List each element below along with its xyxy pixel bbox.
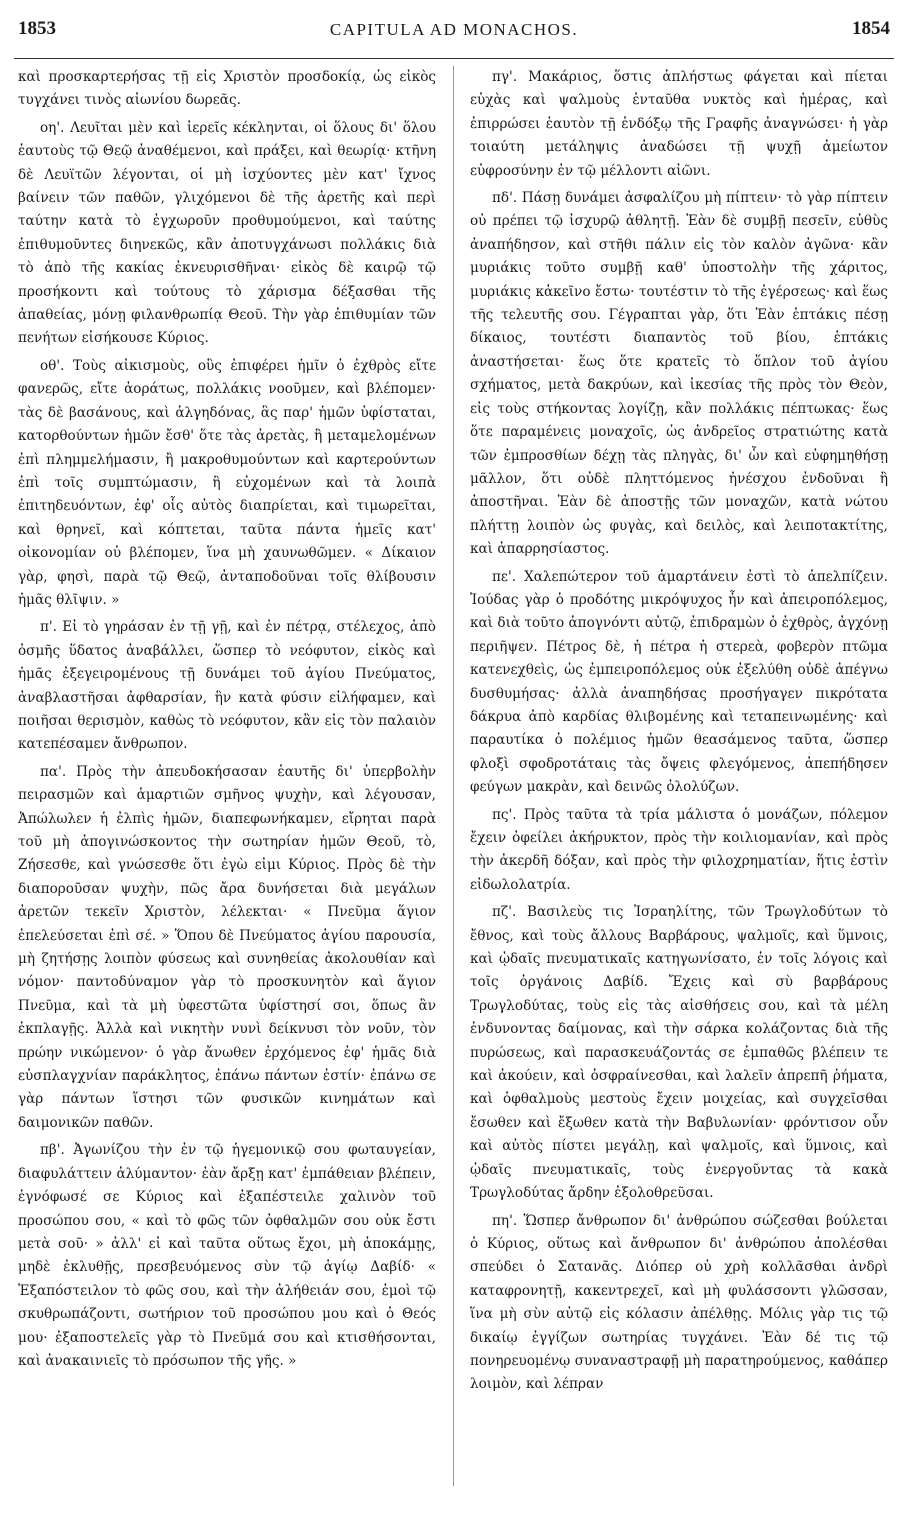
column-divider [453,66,454,1486]
paragraph: πγ'. Μακάριος, ὅστις ἀπλήστως φάγεται καὶ πίεται εὐχὰς καὶ ψαλμοὺς ἐνταῦθα νυκτὸς καὶ ἡμέρας, καὶ ἐπιρρώσει ἑαυτὸν τῇ ἐνδόξῳ τῆς Γραφῆς ἀναγνώσει· ἡ γὰρ τοιαύτη μετάληψις ἀναδώσει τῇ ψυχῇ ἀμείωτον εὐφροσύνην ἐν τῷ μέλλοντι αἰῶνι. [470,69,888,179]
paragraph: π'. Εἰ τὸ γηράσαν ἐν τῇ γῇ, καὶ ἐν πέτρᾳ, στέλεχος, ἀπὸ ὀσμῆς ὕδατος ἀναβάλλει, ὥσπερ τὸ νεόφυτον, εἰκὸς καὶ ἡμᾶς ἐξεγειρομένους τῇ δυνάμει τοῦ ἁγίου Πνεύματος, ἀναβλαστῆσαι ἀφθαρσίαν, ἣν κατὰ φύσιν εἰλήφαμεν, καὶ ποιῆσαι θερισμὸν, καθὼς τὸ νεόφυτον, κἂν εἰς τὸν παλαιὸν κατεπέσαμεν ἄνθρωπον. [18,619,436,753]
paragraph: πζ'. Βασιλεὺς τις Ἰσραηλίτης, τῶν Τρωγλοδύτων τὸ ἔθνος, καὶ τοὺς ἄλλους Βαρβάρους, ψαλμοῖς, καὶ ὕμνοις, καὶ ᾠδαῖς πνευματικαῖς κατηγωνίσατο, ἐν τοῖς λόγοις καὶ τοῖς ὀργάνοις Δαβίδ. Ἔχεις καὶ σὺ βαρβάρους Τρωγλοδύτας, τοὺς εἰς τὰς αἰσθήσεις σου, καὶ τὰ μέλη ἐνδυνοντας δαίμονας, καὶ τὴν σάρκα κολάζοντας διὰ τῆς πυρώσεως, καὶ παρασκευάζοντάς σε ἐμπαθῶς βλέπειν τε καὶ ἀκούειν, καὶ ὀσφραίνεσθαι, καὶ λαλεῖν ἀπρεπῆ ῥήματα, καὶ ὀφθαλμοὺς μεστοὺς ἔχειν μοιχείας, καὶ συγχεῖσθαι ἔσωθεν καὶ ἔξωθεν κατὰ τὴν Βαβυλωνίαν· φρόντισον οὖν καὶ αὐτὸς πίστει μεγάλῃ, καὶ ψαλμοῖς, καὶ ὕμνοις, καὶ ᾠδαῖς πνευματικαῖς, τοὺς ἐνεργοῦντας τὰ κακὰ Τρωγλοδύτας ἄρδην ἐξολοθρεῦσαι. [470,904,888,1202]
paragraph: καὶ προσκαρτερήσας τῇ εἰς Χριστὸν προσδοκίᾳ, ὡς εἰκὸς τυγχάνει τινὸς αἰωνίου δωρεᾶς. [18,69,436,109]
text-columns [18,66,890,1528]
paragraph: πα'. Πρὸς τὴν ἀπευδοκήσασαν ἑαυτῆς δι' ὑπερβολὴν πειρασμῶν καὶ ἁμαρτιῶν σμῆνος ψυχὴν, καὶ λέγουσαν, Ἀπώλωλεν ἡ ἐλπὶς ἡμῶν, διαπεφωνήκαμεν, εἴρηται παρὰ τοῦ μὴ ἀπογινώσκοντος τὴν σωτηρίαν ἡμῶν Θεοῦ, τὸ, Ζήσεσθε, καὶ γνώσεσθε ὅτι ἐγὼ εἰμι Κύριος. Πρὸς δὲ τὴν διαποροῦσαν ψυχὴν, πῶς ἄρα δυνήσεται διὰ μεγάλων ἀρετῶν τεκεῖν Χριστὸν, λέλεκται· « Πνεῦμα ἅγιον ἐπελεύσεται ἐπὶ σέ. » Ὅπου δὲ Πνεύματος ἁγίου παρουσία, μὴ ζητήσῃς λοιπὸν φύσεως καὶ συνηθείας ἀκολουθίαν καὶ νόμον· παντοδύναμον γὰρ τὸ προσκυνητὸν καὶ ἅγιον Πνεῦμα, καὶ τὰ μὴ ὑφεστῶτα ὑφίστησί σοι, ὅπως ἂν ἐκπλαγῇς. Ἀλλὰ καὶ νικητὴν νυνὶ δείκνυσι τὸν νοῦν, τὸν πρώην νικώμενον· ὁ γὰρ ἄνωθεν ἐρχόμενος ἐφ' ἡμᾶς διὰ εὐσπλαγχνίαν παράκλητος, ἐπάνω πάντων ἐστίν· ἐπάνω σε γὰρ πάντων ἵστησι τῶν φυσικῶν κινημάτων καὶ δαιμονικῶν παθῶν. [18,763,436,1131]
paragraph: πε'. Χαλεπώτερον τοῦ ἁμαρτάνειν ἐστὶ τὸ ἀπελπίζειν. Ἰούδας γὰρ ὁ προδότης μικρόψυχος ἦν καὶ ἀπειροπόλεμος, καὶ διὰ τοῦτο ἀπογνόντι αὐτῷ, ἐπιδραμὼν ὁ ἐχθρὸς, ἀγχόνῃ περιῆψεν. Πέτρος δὲ, ἡ πέτρα ἡ στερεὰ, φοβερὸν πτῶμα κατενεχθεὶς, ὡς ἐμπειροπόλεμος οὐκ ἐξελύθη οὐδὲ ἀπέγνω δυσθυμήσας· ἀλλὰ ἀναπηδήσας προσήγαγεν πικρότατα δάκρυα ἀπὸ καρδίας θλιβομένης καὶ τεταπεινωμένης· καὶ παραυτίκα ὁ πολέμιος ἡμῶν θεασάμενος ταῦτα, ὥσπερ φλοξὶ σφοδροτάταις τὰς ὄψεις φλεγόμενος, ἀπεπήδησεν φεύγων μακρὰν, καὶ δεινῶς ὀλολύζων. [470,568,888,796]
left-column [18,66,436,1528]
paragraph: πβ'. Ἀγωνίζου τὴν ἐν τῷ ἡγεμονικῷ σου φωταυγείαν, διαφυλάττειν ἀλύμαντον· ἐὰν ἄρξῃ κατ' ἐμπάθειαν βλέπειν, ἐγνόφωσέ σε Κύριος καὶ ἐξαπέστειλε χαλινὸν τοῦ προσώπου σου, « καὶ τὸ φῶς τῶν ὀφθαλμῶν σου οὐκ ἔστι μετὰ σοῦ· » ἀλλ' εἰ καὶ ταῦτα οὕτως ἔχοι, μὴ ἀποκάμῃς, μηδὲ ἐκλυθῇς, πρεσβευόμενος σὺν τῷ ἁγίῳ Δαβίδ· « Ἐξαπόστειλον τὸ φῶς σου, καὶ τὴν ἀλήθειάν σου, ἐμοὶ τῷ σκυθρωπάζοντι, σωτήριον τοῦ προσώπου μου καὶ ὁ Θεός μου· ἐξαποστελεῖς γὰρ τὸ Πνεῦμά σου καὶ κτισθήσονται, καὶ ἀνακαινιεῖς τὸ πρόσωπον τῆς γῆς. » [18,1142,436,1369]
paragraph: οθ'. Τοὺς αἰκισμοὺς, οὓς ἐπιφέρει ἡμῖν ὁ ἐχθρὸς εἴτε φανερῶς, εἴτε ἀοράτως, πολλάκις νοοῦμεν, καὶ βλέπομεν· τὰς δὲ βασάνους, καὶ ἀλγηδόνας, ἃς παρ' ἡμῶν ὑφίσταται, κατορθούντων ἡμῶν ἔσθ' ὅτε τὰς ἀρετὰς, ἢ μεταμελομένων ἐπὶ πλημμελήμασιν, ἢ μακροθυμούντων καὶ καρτερούντων ἐπὶ τοῖς συμπτώμασιν, ἢ εὐχομένων καὶ τὰ λοιπὰ ἐπιτηδευόντων, ἐφ' οἷς αὐτὸς διαπρίεται, καὶ τιμωρεῖται, καὶ θρηνεῖ, καὶ κόπτεται, ταῦτα πάντα ἡμεῖς κατ' οἰκονομίαν οὐ βλέπομεν, ἵνα μὴ χαυνωθῶμεν. « Δίκαιον γὰρ, φησὶ, παρὰ τῷ Θεῷ, ἀνταποδοῦναι τοῖς θλίβουσιν ἡμᾶς θλῖψιν. » [18,357,436,608]
page-header [14,14,894,59]
paragraph: πς'. Πρὸς ταῦτα τὰ τρία μάλιστα ὁ μονάζων, πόλεμον ἔχειν ὀφείλει ἀκήρυκτον, πρὸς τὴν κοιλιομανίαν, καὶ πρὸς τὴν ἀκερδῆ δόξαν, καὶ πρὸς τὴν φιλοχρηματίαν, ἥτις ἐστὶν εἰδωλολατρία. [470,806,888,893]
paragraph: οη'. Λευῖται μὲν καὶ ἱερεῖς κέκληνται, οἱ ὅλους δι' ὅλου ἑαυτοὺς τῷ Θεῷ ἀναθέμενοι, καὶ πράξει, καὶ θεωρίᾳ· κτῆνη δὲ Λευϊτῶν λέγονται, οἱ μὴ ἰσχύοντες μὲν κατ' ἴχνος βαίνειν τῶν παθῶν, γλιχόμενοι δὲ τῆς ἀρετῆς καὶ περὶ ταύτην κατὰ τὸ ἐγχωροῦν προθυμούμενοι, καὶ ταύτης ἐπιθυμοῦντες διηνεκῶς, κἂν ἀποτυγχάνωσι πολλάκις διὰ τὸ ἀπὸ τῆς κακίας ἐκνευρισθῆναι· εἰκὸς δὲ καιρῷ τῷ προσήκοντι καὶ τούτους τὸ χάρισμα δέξασθαι τῆς ἀπαθείας, μόνῃ φιλανθρωπίᾳ Θεοῦ. Τὴν γὰρ ἐπιθυμίαν τῶν πενήτων εἰσήκουσε Κύριος. [18,119,436,347]
running-title: CAPITULA AD MONACHOS. [329,20,579,39]
right-column [470,66,888,1528]
left-column-number: 1853 [18,18,56,39]
right-column-number: 1854 [852,18,890,39]
paragraph: πη'. Ὥσπερ ἄνθρωπον δι' ἀνθρώπου σώζεσθαι βούλεται ὁ Κύριος, οὕτως καὶ ἄνθρωπον δι' ἀνθρώπου ἀπολέσθαι σπεύδει ὁ Σατανᾶς. Διόπερ οὐ χρὴ κολλᾶσθαι ἀνδρὶ καταφρονητῇ, κακεντρεχεῖ, καὶ μὴ φυλάσσοντι γλῶσσαν, ἵνα μὴ σὺν αὐτῷ εἰς κόλασιν ἀπέλθῃς. Μόλις γὰρ τις τῷ δικαίῳ ἐγγίζων σωτηρίας τυγχάνει. Ἐὰν δέ τις τῷ πονηρευομένῳ συναναστραφῇ μὴ παρατηρούμενος, καθάπερ λοιμὸν, καὶ λέπραν [470,1212,888,1393]
paragraph: πδ'. Πάσῃ δυνάμει ἀσφαλίζου μὴ πίπτειν· τὸ γὰρ πίπτειν οὐ πρέπει τῷ ἰσχυρῷ ἀθλητῇ. Ἐὰν δὲ συμβῇ πεσεῖν, εὐθὺς ἀναπήδησον, καὶ στῆθι πάλιν εἰς τὸν καλὸν ἀγῶνα· κἂν μυριάκις τοῦτο συμβῇ καθ' ὑποστολὴν τῆς χάριτος, μυριάκις κἀκεῖνο ἔστω· τουτέστιν τὸ τῆς ἐγέρσεως· καὶ ἕως τῆς τελευτῆς σου. Γέγραπται γὰρ, ὅτι Ἐὰν ἑπτάκις πέσῃ δίκαιος, τουτέστι διαπαντὸς τοῦ βίου, ἑπτάκις ἀναστήσεται· ἕως ὅτε κρατεῖς τὸ ὅπλον τοῦ ἁγίου σχήματος, μετὰ δακρύων, καὶ ἱκεσίας τῆς πρὸς τὸν Θεὸν, εἰς τοὺς στήκοντας λογίζῃ, κἂν πολλάκις πέπτωκας· ἕως ὅτε παραμένεις μοναχοῖς, ὡς ἀνδρεῖος στρατιώτης κατὰ τῶν ἐμπροσθίων δέχῃ τὰς πληγὰς, δι' ὧν καὶ εὐφημηθήσῃ μᾶλλον, ὅτι οὐδὲ πληττόμενος ἠνέσχου ἐνδοῦναι ἢ ἀποστῆναι. Ἐὰν δὲ ἀποστῇς τῶν μοναχῶν, κατὰ νώτου πλήττῃ λοιπὸν ὡς φυγὰς, καὶ δειλὸς, καὶ λειποτακτίτης, καὶ ἀπαρρησίαστος. [470,190,888,558]
